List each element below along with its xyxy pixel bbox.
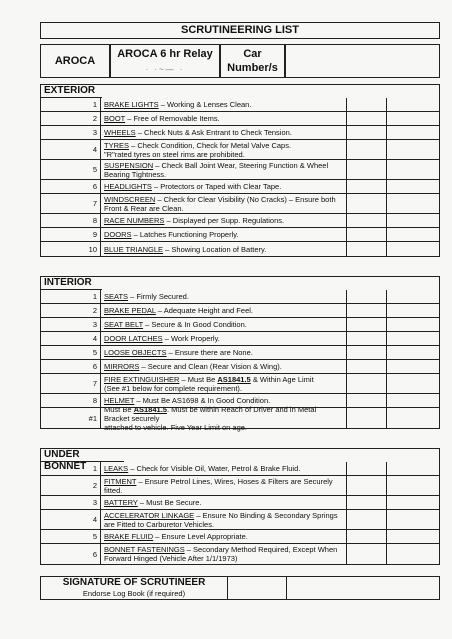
item-line-2: are Fitted to Carburetor Vehicles. — [104, 519, 215, 529]
item-number: 2 — [83, 112, 101, 125]
checklist-row — [41, 318, 439, 332]
checklist-row — [41, 160, 439, 180]
section-title: INTERIOR — [41, 277, 102, 290]
checklist-row — [41, 530, 439, 544]
item-number: 8 — [83, 214, 101, 227]
item-description — [101, 304, 347, 317]
check-box[interactable] — [347, 530, 387, 543]
item-text — [104, 545, 337, 563]
item-number: 1 — [83, 290, 101, 303]
item-key: HELMET — [104, 396, 135, 405]
item-line-1 — [104, 306, 253, 315]
item-rest: – Work Properly. — [162, 334, 220, 343]
item-rest-2: . Must be within Reach of Driver and in Metal Bracket securely — [104, 404, 317, 423]
row-spacer — [41, 496, 83, 509]
remarks-field[interactable] — [387, 476, 439, 495]
check-box[interactable] — [347, 496, 387, 509]
remarks-field[interactable] — [387, 496, 439, 509]
item-number: 4 — [83, 332, 101, 345]
row-spacer — [41, 318, 83, 331]
remarks-field[interactable] — [387, 228, 439, 241]
item-line-1 — [104, 292, 189, 301]
item-description — [101, 476, 347, 495]
item-key: BRAKE PEDAL — [104, 306, 156, 315]
item-number: 6 — [83, 544, 101, 564]
row-spacer — [41, 194, 83, 213]
remarks-field[interactable] — [387, 462, 439, 475]
remarks-field[interactable] — [387, 242, 439, 256]
item-number: 6 — [83, 360, 101, 373]
check-box[interactable] — [347, 140, 387, 159]
check-box[interactable] — [347, 98, 387, 111]
signature-label — [41, 577, 228, 599]
row-spacer — [41, 160, 83, 179]
checklist-row — [41, 304, 439, 318]
item-line-2: Front & Rear are Clean. — [104, 203, 184, 213]
item-line-1 — [104, 511, 338, 520]
check-box[interactable] — [347, 112, 387, 125]
item-line-1 — [104, 375, 314, 384]
item-rest: – Must Be — [179, 374, 218, 384]
check-box[interactable] — [347, 544, 387, 564]
check-box[interactable] — [347, 290, 387, 303]
row-spacer — [41, 304, 83, 317]
checklist-row — [41, 332, 439, 346]
item-rest: – Displayed per Supp. Regulations. — [164, 216, 285, 225]
item-key: BONNET FASTENINGS — [104, 545, 185, 554]
item-rest: – Firmly Secured. — [128, 292, 189, 301]
signature-block — [40, 576, 440, 600]
row-spacer — [41, 126, 83, 139]
item-description — [101, 496, 347, 509]
item-rest: – Check Condition, Check for Metal Valve Caps. — [129, 140, 292, 150]
item-rest: – Secure & In Good Condition. — [143, 320, 247, 329]
checklist-row — [41, 194, 439, 214]
item-line-1 — [104, 320, 247, 329]
item-key: SUSPENSION — [104, 160, 154, 170]
under-bonnet-section — [40, 448, 440, 565]
item-description — [101, 510, 347, 529]
item-key: MIRRORS — [104, 362, 140, 371]
row-spacer — [41, 510, 83, 529]
row-spacer — [41, 98, 83, 111]
item-line-2: "R"rated tyres on steel rims are prohibited. — [104, 149, 245, 159]
car-number-label — [220, 44, 285, 78]
item-key: FIRE EXTINGUISHER — [104, 374, 180, 384]
item-line-2: fitted. — [104, 485, 123, 495]
item-description — [101, 98, 347, 111]
check-box[interactable] — [347, 374, 387, 393]
row-spacer — [41, 394, 83, 407]
item-description — [101, 530, 347, 543]
check-box[interactable] — [347, 510, 387, 529]
item-description — [101, 290, 347, 303]
item-description — [101, 346, 347, 359]
checklist-row — [41, 476, 439, 496]
item-description — [101, 194, 347, 213]
item-description — [101, 180, 347, 193]
item-key: HEADLIGHTS — [104, 182, 152, 191]
item-description — [101, 318, 347, 331]
row-spacer — [41, 242, 83, 256]
item-rest: – Check for Clear Visibility (No Cracks) – Ensure both — [155, 194, 336, 204]
item-line-1 — [104, 195, 336, 204]
check-box[interactable] — [347, 160, 387, 179]
item-number: 5 — [83, 160, 101, 179]
check-box[interactable] — [347, 462, 387, 475]
item-line-1 — [104, 128, 292, 137]
item-key: BOOT — [104, 114, 126, 123]
checklist-row — [41, 228, 439, 242]
row-spacer — [41, 228, 83, 241]
checklist-row — [41, 346, 439, 360]
remarks-field[interactable] — [387, 360, 439, 373]
item-line-1 — [104, 532, 248, 541]
item-line-1 — [104, 141, 291, 150]
check-box[interactable] — [347, 228, 387, 241]
item-line-1 — [104, 230, 239, 239]
item-rest: – Check Ball Joint Wear, Steering Function & Wheel — [153, 160, 329, 170]
item-key: WHEELS — [104, 128, 136, 137]
item-number: 7 — [83, 374, 101, 393]
car-number-field[interactable] — [285, 44, 440, 78]
item-number: 3 — [83, 126, 101, 139]
item-rest: – Ensure there are None. — [166, 348, 253, 357]
item-rest-2: & Within Age Limit — [250, 374, 314, 384]
checklist-row — [41, 360, 439, 374]
remarks-field[interactable] — [387, 290, 439, 303]
event-name: AROCA 6 hr Relay — [117, 48, 213, 60]
item-number: 6 — [83, 180, 101, 193]
row-spacer — [41, 544, 83, 564]
item-line-1 — [104, 545, 337, 554]
item-text — [104, 292, 189, 301]
item-rest: – Secure and Clean (Rear Vision & Wing). — [139, 362, 282, 371]
checklist-row — [41, 140, 439, 160]
remarks-field[interactable] — [387, 374, 439, 393]
row-spacer — [41, 346, 83, 359]
item-line-1 — [104, 362, 282, 371]
check-box[interactable] — [347, 194, 387, 213]
item-standard: AS1841.5 — [133, 404, 167, 414]
item-line-1 — [104, 348, 253, 357]
item-description — [101, 360, 347, 373]
remarks-field[interactable] — [387, 126, 439, 139]
check-box[interactable] — [347, 346, 387, 359]
item-key: DOORS — [104, 230, 132, 239]
remarks-field[interactable] — [387, 180, 439, 193]
checklist-row — [41, 462, 439, 476]
item-key: FITMENT — [104, 476, 137, 486]
item-line-1 — [104, 245, 266, 254]
checklist-row — [41, 404, 439, 432]
item-line-1 — [104, 464, 300, 473]
checklist-row — [41, 112, 439, 126]
remarks-field[interactable] — [387, 394, 439, 407]
item-key: BRAKE FLUID — [104, 532, 154, 541]
item-rest: – Free of Removable Items. — [125, 114, 220, 123]
remarks-field[interactable] — [387, 408, 439, 428]
item-line-1 — [104, 498, 202, 507]
item-key: LOOSE OBJECTS — [104, 348, 167, 357]
item-number: 9 — [83, 228, 101, 241]
item-text — [104, 161, 328, 179]
item-key: BRAKE LIGHTS — [104, 100, 159, 109]
item-description — [101, 126, 347, 139]
item-rest: – Must Be Secure. — [137, 498, 202, 507]
item-key: RACE NUMBERS — [104, 216, 165, 225]
item-number: #1 — [83, 408, 101, 428]
remarks-field[interactable] — [387, 544, 439, 564]
checklist-row — [41, 290, 439, 304]
item-text — [104, 230, 239, 239]
item-text — [104, 405, 343, 432]
item-text — [104, 195, 336, 213]
remarks-field[interactable] — [387, 510, 439, 529]
checklist-row — [41, 242, 439, 256]
item-rest: – Protectors or Taped with Clear Tape. — [151, 182, 282, 191]
item-rest: – Ensure Level Appropriate. — [153, 532, 248, 541]
remarks-field[interactable] — [387, 140, 439, 159]
item-description — [101, 374, 347, 393]
checklist-row — [41, 374, 439, 394]
remarks-field[interactable] — [387, 304, 439, 317]
item-description — [101, 214, 347, 227]
row-spacer — [41, 530, 83, 543]
item-text — [104, 182, 281, 191]
item-number: 1 — [83, 462, 101, 475]
row-spacer — [41, 360, 83, 373]
check-box[interactable] — [347, 304, 387, 317]
remarks-field[interactable] — [387, 530, 439, 543]
item-rest: – Secondary Method Required, Except When — [184, 545, 338, 554]
item-text — [104, 477, 333, 495]
row-spacer — [41, 462, 83, 475]
checklist-row — [41, 510, 439, 530]
event-name-cell — [110, 44, 220, 78]
item-key: BLUE TRIANGLE — [104, 244, 164, 254]
row-spacer — [41, 180, 83, 193]
item-description — [101, 242, 347, 256]
remarks-field[interactable] — [387, 214, 439, 227]
item-rest: – Showing Location of Battery. — [163, 244, 267, 254]
item-line-2: (See #1 below for complete requirement). — [104, 383, 242, 393]
item-text — [104, 128, 292, 137]
item-text — [104, 216, 284, 225]
check-box[interactable] — [347, 360, 387, 373]
car-label-line-1: Car — [243, 48, 262, 60]
item-text — [104, 141, 291, 159]
exterior-section — [40, 84, 440, 257]
item-text — [104, 375, 314, 393]
item-number: 7 — [83, 194, 101, 213]
check-box[interactable] — [347, 180, 387, 193]
club-name: AROCA — [40, 44, 110, 78]
item-text — [104, 245, 266, 254]
item-line-1 — [104, 161, 328, 170]
item-key: BATTERY — [104, 498, 138, 507]
item-number: 10 — [83, 242, 101, 256]
item-description — [101, 112, 347, 125]
check-box[interactable] — [347, 318, 387, 331]
remarks-field[interactable] — [387, 346, 439, 359]
item-rest: – Check Nuts & Ask Entrant to Check Tension. — [135, 128, 292, 137]
item-key: WINDSCREEN — [104, 194, 156, 204]
check-box[interactable] — [347, 332, 387, 345]
item-number: 2 — [83, 304, 101, 317]
item-description — [101, 404, 347, 432]
item-rest: – Latches Functioning Properly. — [131, 230, 239, 239]
remarks-field[interactable] — [387, 160, 439, 179]
item-line-1 — [104, 114, 220, 123]
item-line-1 — [104, 477, 333, 486]
check-box[interactable] — [347, 242, 387, 256]
item-text — [104, 334, 220, 343]
signature-subtitle: Endorse Log Book (if required) — [82, 589, 186, 598]
checklist-row — [41, 98, 439, 112]
item-number: 8 — [83, 394, 101, 407]
row-spacer — [41, 374, 83, 393]
item-description — [101, 228, 347, 241]
item-prefix: Must Be — [104, 404, 134, 414]
row-spacer — [41, 332, 83, 345]
item-description — [101, 544, 347, 564]
item-rest: – Ensure No Binding & Secondary Springs — [194, 510, 338, 520]
item-line-1 — [104, 334, 220, 343]
item-description — [101, 160, 347, 179]
interior-section — [40, 276, 440, 432]
item-text — [104, 320, 247, 329]
item-number: 5 — [83, 346, 101, 359]
page-title: SCRUTINEERING LIST — [40, 22, 440, 39]
item-line-2: Forward Hinged (Vehicle After 1/1/1973) — [104, 554, 238, 563]
row-spacer — [41, 140, 83, 159]
car-label-line-2: Number/s — [227, 62, 278, 74]
item-text — [104, 511, 338, 529]
check-box[interactable] — [347, 214, 387, 227]
item-description — [101, 332, 347, 345]
checklist-row — [41, 496, 439, 510]
item-key: SEAT BELT — [104, 320, 144, 329]
signature-title: SIGNATURE OF SCRUTINEER — [62, 577, 206, 588]
item-key: LEAKS — [104, 464, 129, 473]
row-spacer — [41, 112, 83, 125]
row-spacer — [41, 476, 83, 495]
item-text — [104, 532, 248, 541]
item-number: 4 — [83, 510, 101, 529]
item-key: TYRES — [104, 140, 130, 150]
item-number: 3 — [83, 496, 101, 509]
section-title: EXTERIOR — [41, 85, 102, 98]
item-number: 4 — [83, 140, 101, 159]
checklist-row — [41, 544, 439, 564]
signature-extra-field[interactable] — [287, 577, 439, 599]
row-spacer — [41, 214, 83, 227]
item-line-1 — [104, 182, 281, 191]
item-text — [104, 100, 251, 109]
remarks-field[interactable] — [387, 318, 439, 331]
item-key: DOOR LATCHES — [104, 334, 163, 343]
check-box[interactable] — [347, 394, 387, 407]
remarks-field[interactable] — [387, 332, 439, 345]
item-number: 1 — [83, 98, 101, 111]
item-number: 5 — [83, 530, 101, 543]
item-line-1 — [104, 216, 284, 225]
remarks-field[interactable] — [387, 112, 439, 125]
check-box[interactable] — [347, 126, 387, 139]
signature-field[interactable] — [228, 577, 287, 599]
check-box[interactable] — [347, 408, 387, 428]
item-number: 2 — [83, 476, 101, 495]
item-text — [104, 362, 282, 371]
checklist-row — [41, 180, 439, 194]
item-line-2: attached to vehicle. Five Year Limit on age. — [104, 422, 248, 432]
item-rest: – Working & Lenses Clean. — [158, 100, 252, 109]
item-text — [104, 348, 253, 357]
item-standard: AS1841.5 — [217, 374, 251, 384]
item-line-2: Bearing Tightness. — [104, 169, 167, 179]
item-key: SEATS — [104, 292, 129, 301]
remarks-field[interactable] — [387, 194, 439, 213]
item-rest: – Adequate Height and Feel. — [155, 306, 253, 315]
section-title: UNDER BONNET — [41, 449, 124, 462]
event-mark: · ·~— · — [145, 65, 185, 74]
item-text — [104, 464, 300, 473]
item-rest: – Check for Visible Oil, Water, Petrol & Brake Fluid. — [128, 464, 301, 473]
item-number: 3 — [83, 318, 101, 331]
item-line-1 — [104, 405, 343, 423]
row-spacer — [41, 290, 83, 303]
item-text — [104, 306, 253, 315]
item-description — [101, 140, 347, 159]
check-box[interactable] — [347, 476, 387, 495]
checklist-row — [41, 126, 439, 140]
item-rest: – Ensure Petrol Lines, Wires, Hoses & Filters are Securely — [136, 476, 333, 486]
item-rest: – Must Be AS1698 & In Good Condition. — [134, 396, 271, 405]
item-text — [104, 498, 202, 507]
item-line-1 — [104, 100, 251, 109]
item-key: ACCELERATOR LINKAGE — [104, 510, 195, 520]
row-spacer — [41, 408, 83, 428]
checklist-row — [41, 214, 439, 228]
item-text — [104, 114, 220, 123]
item-description — [101, 462, 347, 475]
remarks-field[interactable] — [387, 98, 439, 111]
